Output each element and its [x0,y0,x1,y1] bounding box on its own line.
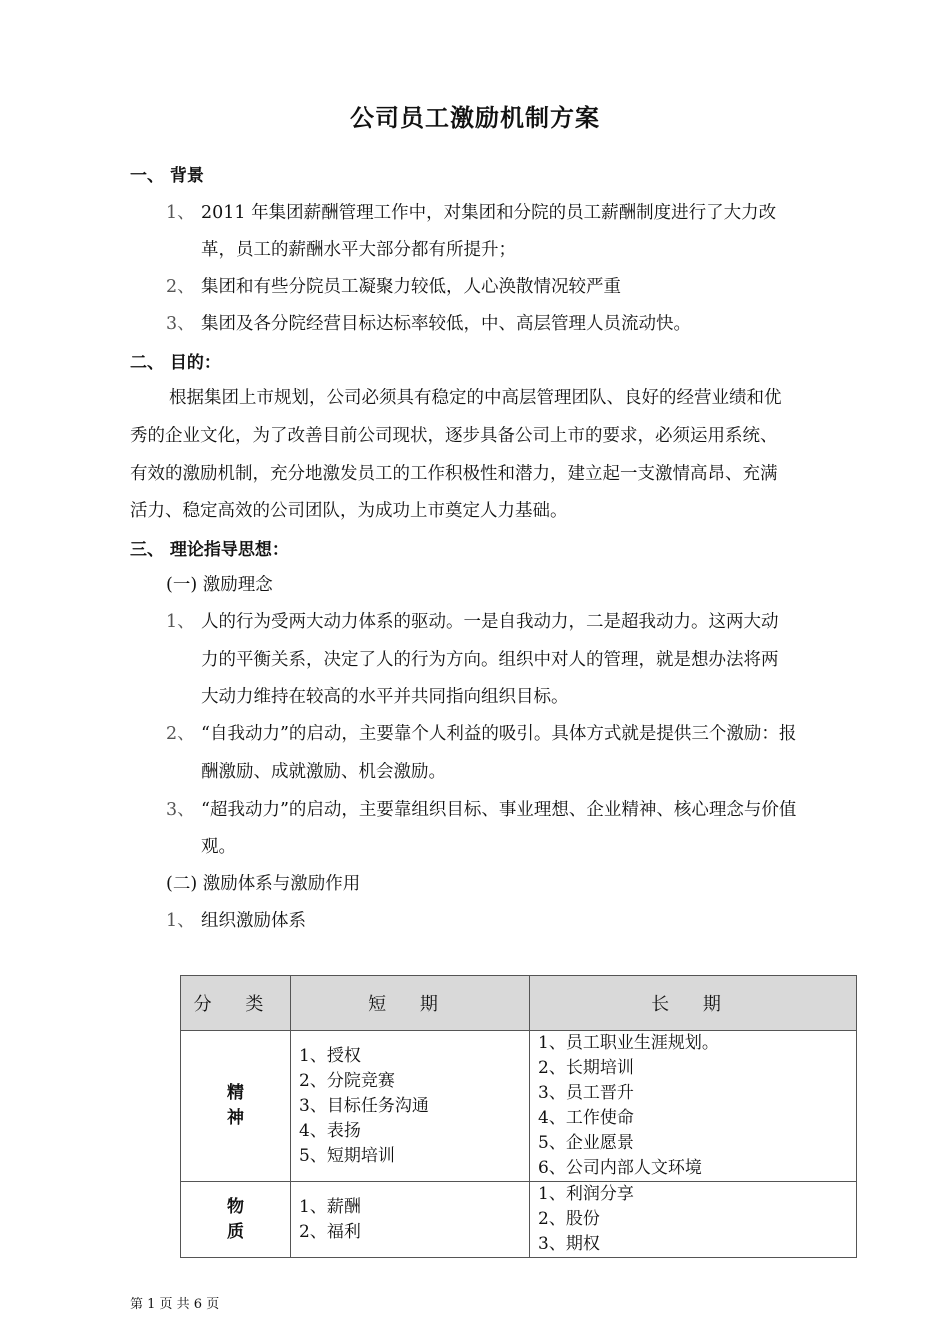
list-item: 3、期权 [538,1234,600,1254]
list-item: 2、股份 [538,1209,600,1229]
list-number: 3、 [166,314,195,334]
category-cell [181,1031,291,1182]
paragraph-line: 有效的激励机制，充分地激发员工的工作积极性和潜力，建立起一支激情高昂、充满 [130,464,778,484]
list-item: 2、长期培训 [538,1058,634,1078]
long-term-cell [530,1182,857,1258]
list-item: 5、短期培训 [299,1145,395,1166]
page-title: 公司员工激励机制方案 [350,104,600,132]
category-char: 神 [227,1108,244,1128]
long-term-cell [530,1031,857,1182]
table-row-spiritual [181,1031,857,1182]
section-heading-theory: 三、 理论指导思想： [130,540,289,560]
category-char: 精 [227,1083,244,1103]
list-number: 1、 [166,911,195,931]
category-cell [181,1182,291,1258]
list-number: 2、 [166,724,195,744]
list-item-line: 观。 [201,837,236,857]
subsection-heading: (二) 激励体系与激励作用 [166,874,361,894]
list-item: 1、薪酬 [299,1196,361,1217]
list-item: 3、员工晋升 [538,1083,634,1103]
paragraph-line: 活力、稳定高效的公司团队，为成功上市奠定人力基础。 [130,501,568,521]
list-item-line: 酬激励、成就激励、机会激励。 [201,762,446,782]
list-number: 1、 [166,612,195,632]
list-item-line: 组织激励体系 [201,911,306,931]
list-item: 5、企业愿景 [538,1133,634,1153]
list-item-line: 集团和有些分院员工凝聚力较低，人心涣散情况较严重 [201,277,621,297]
list-item: 1、利润分享 [538,1184,634,1204]
header-short-term: 短 期 [291,976,530,1031]
header-category: 分 类 [181,976,291,1031]
list-item-line: “自我动力”的启动，主要靠个人利益的吸引。具体方式就是提供三个激励：报 [201,724,797,744]
list-item: 1、授权 [299,1045,361,1066]
list-item: 2、福利 [299,1221,361,1242]
list-item: 6、公司内部人文环境 [538,1158,702,1178]
paragraph-line: 根据集团上市规划，公司必须具有稳定的中高层管理团队、良好的经营业绩和优 [169,388,782,408]
list-number: 2、 [166,277,195,297]
list-item-line: “超我动力”的启动，主要靠组织目标、事业理想、企业精神、核心理念与价值 [201,800,797,820]
page-footer: 第 1 页 共 6 页 [130,1297,220,1312]
category-char: 物 [227,1196,244,1217]
list-number: 3、 [166,800,195,820]
short-term-cell [291,1031,530,1182]
paragraph-line: 秀的企业文化，为了改善目前公司现状，逐步具备公司上市的要求，必须运用系统、 [130,426,778,446]
list-item: 2、分院竞赛 [299,1070,395,1091]
list-item-line: 力的平衡关系，决定了人的行为方向。组织中对人的管理，就是想办法将两 [201,650,779,670]
header-long-term: 长 期 [530,976,857,1031]
table-row-material [181,1182,857,1258]
list-item-line: 人的行为受两大动力体系的驱动。一是自我动力，二是超我动力。这两大动 [201,612,779,632]
table-header-row [181,976,857,1031]
subsection-heading: (一) 激励理念 [166,575,273,595]
list-number: 1、 [166,203,195,223]
list-item: 1、员工职业生涯规划。 [538,1033,719,1053]
list-item-line: 集团及各分院经营目标达标率较低，中、高层管理人员流动快。 [201,314,691,334]
list-item-line: 革，员工的薪酬水平大部分都有所提升； [201,240,516,260]
list-item: 4、表扬 [299,1120,361,1141]
list-item: 3、目标任务沟通 [299,1095,429,1116]
short-term-cell [291,1182,530,1258]
section-heading-purpose: 二、 目的： [130,353,221,373]
category-char: 质 [227,1221,244,1242]
incentive-table [180,975,857,1258]
list-item: 4、工作使命 [538,1108,634,1128]
list-item-line: 大动力维持在较高的水平并共同指向组织目标。 [201,687,569,707]
section-heading-background: 一、 背景 [130,166,204,186]
list-item-line: 2011 年集团薪酬管理工作中，对集团和分院的员工薪酬制度进行了大力改 [201,203,777,223]
